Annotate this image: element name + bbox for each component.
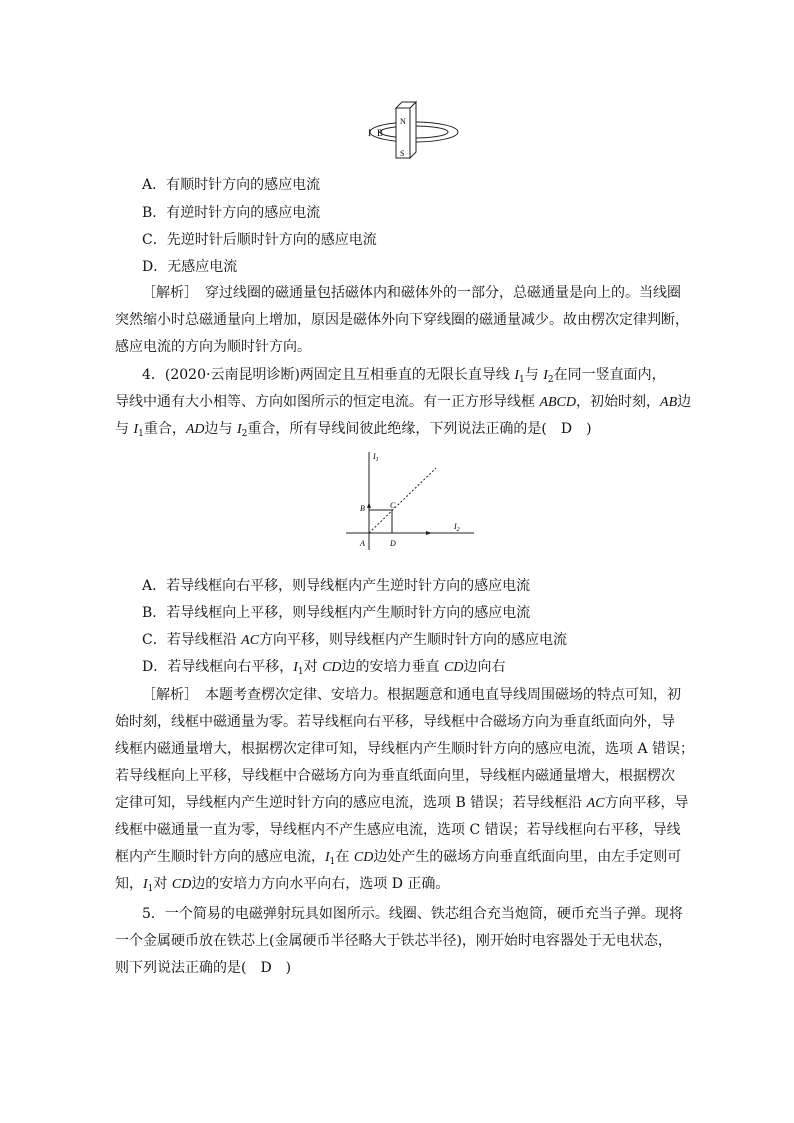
label-a: A — [360, 539, 365, 548]
label-i1: $I_1$ — [373, 452, 379, 463]
label-i: I — [368, 128, 371, 138]
label-s: S — [400, 149, 405, 158]
q3-option-d: D．无感应电流 — [142, 259, 238, 275]
label-i2: $I_2$ — [454, 522, 460, 533]
q4-stem-line-2: 导线中通有大小相等、方向如图所示的恒定电流。有一正方形导线框 ABCD，初始时刻，AB边 — [115, 394, 692, 410]
wires-frame-figure — [340, 448, 480, 553]
q4-stem-line-3: 与 $I_1$重合，AD边与 $I_2$重合，所有导线间彼此绝缘，下列说法正确的是( D ) — [115, 421, 592, 439]
magnet-side — [410, 102, 416, 158]
q3-analysis-line-3: 感应电流的方向为顺时针方向。 — [115, 339, 311, 355]
q4-analysis-line-2: 始时刻，线框中磁通量为零。若导线框向右平移，导线框中合磁场方向为垂直纸面向外，导 — [115, 714, 675, 730]
q4-analysis-line-5: 定律可知，导线框内产生逆时针方向的感应电流，选项 B 错误；若导线框沿 AC方向平移，导 — [115, 795, 689, 811]
q5-stem-line-1: 5．一个简易的电磁弹射玩具如图所示。线圈、铁芯组合充当炮筒，硬币充当子弹。现将 — [142, 906, 683, 922]
q4-analysis-line-6: 线框中磁通量一直为零，导线框内不产生感应电流，选项 C 错误；若导线框向右平移，导线 — [115, 822, 681, 838]
magnet-loop-figure — [366, 100, 466, 162]
q4-analysis-line-1: ［解析］ 本题考查楞次定律、安培力。根据题意和通电直导线周围磁场的特点可知，初 — [142, 687, 681, 703]
q4-analysis-line-7: 框内产生顺时针方向的感应电流，$I_1$在 CD边处产生的磁场方向垂直纸面向里，由左手定则可 — [115, 849, 682, 867]
q4-option-a: A．若导线框向右平移，则导线框内产生逆时针方向的感应电流 — [142, 578, 531, 594]
q3-option-b: B．有逆时针方向的感应电流 — [142, 205, 321, 221]
label-d: D — [390, 539, 396, 548]
q5-stem-line-3: 则下列说法正确的是( D ) — [115, 960, 292, 976]
q5-stem-line-2: 一个金属硬币放在铁芯上(金属硬币半径略大于铁芯半径)，刚开始时电容器处于无电状态， — [115, 933, 672, 949]
q3-analysis-line-1: ［解析］ 穿过线圈的磁通量包括磁体内和磁体外的一部分，总磁通量是向上的。当线圈 — [142, 285, 681, 301]
wire-i1-arrow — [367, 502, 371, 508]
q4-option-d: D．若导线框向右平移，$I_1$对 CD边的安培力垂直 CD边向右 — [142, 659, 506, 677]
q4-option-b: B．若导线框向上平移，则导线框内产生顺时针方向的感应电流 — [142, 605, 531, 621]
q4-option-c: C．若导线框沿 AC方向平移，则导线框内产生顺时针方向的感应电流 — [142, 632, 568, 648]
q3-analysis-line-2: 突然缩小时总磁通量向上增加，原因是磁体外向下穿线圈的磁通量减少。故由楞次定律判断， — [115, 312, 689, 328]
q4-analysis-line-8: 知，$I_1$对 CD边的安培力方向水平向右，选项 D 正确。 — [115, 876, 450, 894]
label-c: C — [390, 501, 396, 510]
q4-analysis-line-3: 线框内磁通量增大，根据楞次定律可知，导线框内产生顺时针方向的感应电流，选项 A 错误； — [115, 741, 695, 757]
q3-option-a: A．有顺时针方向的感应电流 — [142, 177, 321, 193]
label-n: N — [400, 117, 406, 126]
wire-i2-arrow — [426, 531, 432, 535]
label-b: B — [377, 128, 384, 138]
q4-stem-line-1: 4．(2020·云南昆明诊断)两固定且互相垂直的无限长直导线 $I_1$与 $I_2$在同一竖直面内， — [142, 367, 666, 385]
label-b: B — [360, 504, 365, 513]
diagonal-ac — [369, 468, 436, 533]
q3-option-c: C．先逆时针后顺时针方向的感应电流 — [142, 232, 377, 248]
q4-analysis-line-4: 若导线框向上平移，导线框中合磁场方向为垂直纸面向里，导线框内磁通量增大，根据楞次 — [115, 768, 675, 784]
